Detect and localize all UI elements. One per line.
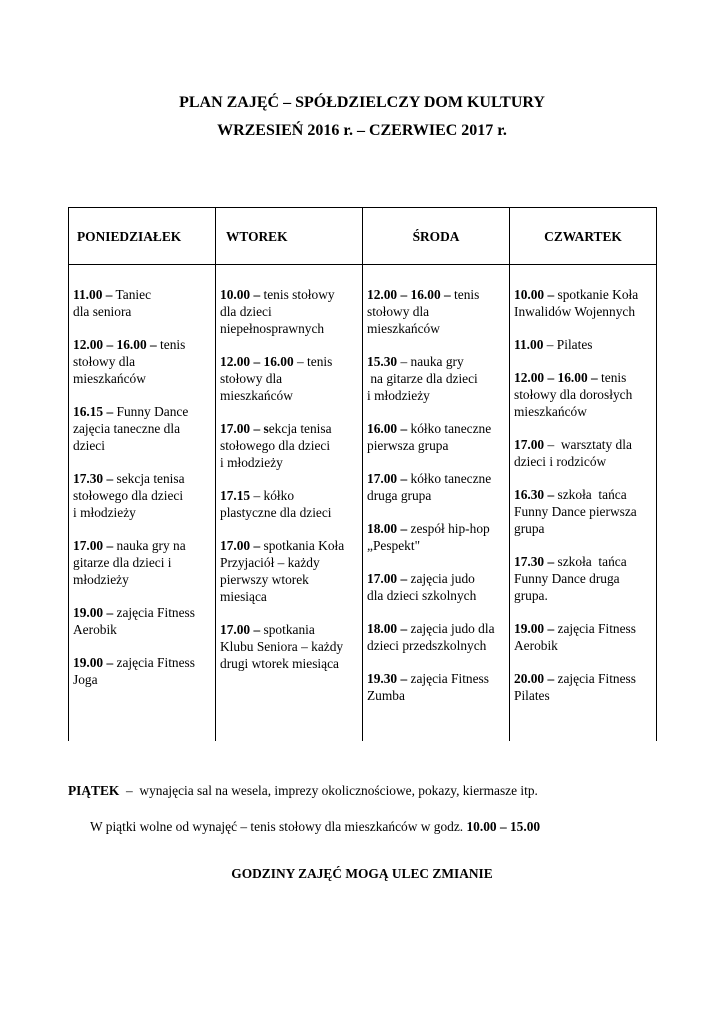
entry-line: drugi wtorek miesiąca (220, 656, 339, 671)
entry-first-line (73, 470, 211, 487)
entry-text: zajęcia Fitness (554, 621, 636, 636)
entry-line: i młodzieży (220, 455, 283, 470)
day-column-monday (69, 265, 216, 742)
entry-text: – nauka gry (397, 354, 464, 369)
entry-first-line (220, 420, 358, 437)
day-column-wednesday (363, 265, 510, 742)
entry-line: i młodzieży (73, 505, 136, 520)
entry-line: stołowy dla (367, 304, 430, 319)
entry-text: zajęcia Fitness (113, 605, 195, 620)
entry-first-line (514, 369, 652, 386)
schedule-entry (220, 420, 358, 471)
entry-first-line (73, 336, 211, 353)
entry-time: 19.00 – (514, 621, 555, 636)
day-header-thursday: CZWARTEK (510, 208, 657, 265)
schedule-entry (220, 487, 358, 521)
entry-first-line (367, 520, 505, 537)
entry-line: stołowy dla (73, 354, 136, 369)
friday-text: – wynajęcia sal na wesela, imprezy okolicznościowe, pokazy, kiermasze itp. (119, 783, 538, 798)
friday-note-text: W piątki wolne od wynajęć – tenis stołowy dla mieszkańców w godz. (90, 819, 467, 834)
schedule-entry (367, 570, 505, 604)
entry-line: druga grupa (367, 488, 432, 503)
entry-text: kółko taneczne (407, 471, 492, 486)
entry-text: tenis (450, 287, 480, 302)
schedule-entry (514, 553, 652, 604)
schedule-entry (73, 336, 211, 387)
schedule-entry (367, 620, 505, 654)
entry-first-line (367, 470, 505, 487)
schedule-entry (514, 620, 652, 654)
entry-time: 20.00 – (514, 671, 555, 686)
entry-text: spotkania Koła (260, 538, 345, 553)
entry-line: pierwszy wtorek (220, 572, 309, 587)
entry-time: 17.30 – (73, 471, 114, 486)
entry-text: spotkanie Koła (554, 287, 639, 302)
entry-time: 19.00 – (73, 605, 114, 620)
schedule-entry (514, 369, 652, 420)
entry-time: 18.00 – (367, 521, 408, 536)
entry-text: tenis (597, 370, 627, 385)
entry-text: sekcja tenisa (113, 471, 185, 486)
schedule-entry (367, 670, 505, 704)
schedule-entry (220, 286, 358, 337)
schedule-entry (73, 470, 211, 521)
entry-line: stołowy dla (220, 371, 283, 386)
entry-first-line (73, 537, 211, 554)
entry-text: – kółko (250, 488, 295, 503)
day-header-monday: PONIEDZIAŁEK (69, 208, 216, 265)
entry-text: szkoła tańca (554, 487, 627, 502)
entry-time: 17.00 (514, 437, 545, 452)
schedule-entry (367, 286, 505, 337)
entry-first-line (73, 604, 211, 621)
entry-first-line (220, 353, 358, 370)
entry-time: 16.00 – (367, 421, 408, 436)
day-header-tuesday: WTOREK (216, 208, 363, 265)
entry-time: 17.30 – (514, 554, 555, 569)
entry-line: grupa (514, 521, 545, 536)
entry-line: i młodzieży (367, 388, 430, 403)
entry-time: 19.00 – (73, 655, 114, 670)
entry-time: 17.00 – (220, 622, 261, 637)
entry-time: 18.00 – (367, 621, 408, 636)
entry-first-line (514, 286, 652, 303)
entry-text: – warsztaty dla (544, 437, 632, 452)
entry-first-line (367, 620, 505, 637)
entry-line: stołowy dla dorosłych (514, 387, 633, 402)
schedule-entry (73, 604, 211, 638)
entry-line: dla seniora (73, 304, 132, 319)
title-line-2: WRZESIEŃ 2016 r. – CZERWIEC 2017 r. (217, 122, 507, 139)
entry-line: dzieci (73, 438, 105, 453)
entry-line: gitarze dla dzieci i (73, 555, 172, 570)
entry-line: młodzieży (73, 572, 129, 587)
day-column-tuesday (216, 265, 363, 742)
entry-time: 12.00 – 16.00 – (514, 370, 598, 385)
entry-time: 10.00 – (220, 287, 261, 302)
entry-first-line (220, 621, 358, 638)
entry-line: stołowego dla dzieci (220, 438, 331, 453)
entry-first-line (220, 537, 358, 554)
schedule-entry (514, 486, 652, 537)
entry-text: zajęcia Fitness (554, 671, 636, 686)
entry-time: 17.00 – s (220, 421, 269, 436)
schedule-entry (514, 436, 652, 470)
entry-first-line (514, 486, 652, 503)
schedule-entry (220, 621, 358, 672)
friday-note (90, 819, 540, 835)
friday-label: PIĄTEK (68, 783, 120, 798)
entry-first-line (367, 353, 505, 370)
schedule-entry (73, 403, 211, 454)
entry-time: 17.00 – (367, 471, 408, 486)
entry-first-line (367, 670, 505, 687)
entry-text: zajęcia judo dla (407, 621, 495, 636)
entry-first-line (73, 403, 211, 420)
entry-line: Funny Dance druga (514, 571, 620, 586)
entry-line: Pilates (514, 688, 550, 703)
entry-text: ekcja tenisa (268, 421, 332, 436)
schedule-entry (514, 670, 652, 704)
entry-time: 10.00 – (514, 287, 555, 302)
schedule-entry (220, 353, 358, 404)
entry-line: mieszkańców (514, 404, 587, 419)
entry-first-line (367, 286, 505, 303)
schedule-entry (73, 654, 211, 688)
schedule-entry (367, 353, 505, 404)
schedule-entry (367, 470, 505, 504)
entry-line: „Pespekt" (367, 538, 421, 553)
entry-text: Funny Dance (113, 404, 189, 419)
entry-first-line (514, 553, 652, 570)
change-notice: GODZINY ZAJĘĆ MOGĄ ULEC ZMIANIE (231, 866, 493, 881)
entry-time: 16.30 – (514, 487, 555, 502)
entry-line: Przyjaciół – każdy (220, 555, 320, 570)
entry-line: Aerobik (514, 638, 558, 653)
entry-line: niepełnosprawnych (220, 321, 325, 336)
entry-text: – Pilates (543, 337, 593, 352)
schedule-entry (73, 286, 211, 320)
entry-line: pierwsza grupa (367, 438, 449, 453)
entry-first-line (514, 436, 652, 453)
schedule-table (68, 207, 657, 741)
entry-line: miesiąca (220, 589, 267, 604)
entry-first-line (367, 420, 505, 437)
entry-time: 12.00 – 16.00 (220, 354, 294, 369)
entry-line: na gitarze dla dzieci (367, 371, 478, 386)
entry-line: Funny Dance pierwsza (514, 504, 637, 519)
entry-first-line (514, 336, 652, 353)
schedule-entry (514, 336, 652, 353)
entry-text: szkoła tańca (554, 554, 627, 569)
entry-text: spotkania (260, 622, 315, 637)
entry-text: nauka gry na (113, 538, 186, 553)
day-header-wednesday: ŚRODA (363, 208, 510, 265)
entry-first-line (73, 286, 211, 303)
title-line-1: PLAN ZAJĘĆ – SPÓŁDZIELCZY DOM KULTURY (179, 94, 545, 111)
entry-line: zajęcia taneczne dla (73, 421, 181, 436)
entry-first-line (220, 487, 358, 504)
entry-line: Inwalidów Wojennych (514, 304, 636, 319)
entry-line: plastyczne dla dzieci (220, 505, 332, 520)
entry-line: mieszkańców (220, 388, 293, 403)
entry-line: Klubu Seniora – każdy (220, 639, 344, 654)
entry-time: 11.00 – (73, 287, 113, 302)
entry-line: dla dzieci (220, 304, 272, 319)
entry-time: 17.00 – (220, 538, 261, 553)
entry-line: stołowego dla dzieci (73, 488, 184, 503)
day-column-thursday (510, 265, 657, 742)
entry-text: kółko taneczne (407, 421, 492, 436)
entry-line: dzieci przedszkolnych (367, 638, 487, 653)
schedule-entry (220, 537, 358, 605)
schedule-entry (73, 537, 211, 588)
entry-time: 12.00 – 16.00 – (73, 337, 157, 352)
entry-text: zespół hip-hop (407, 521, 490, 536)
entry-text: Taniec (112, 287, 152, 302)
entry-time: 11.00 (514, 337, 544, 352)
entry-first-line (73, 654, 211, 671)
entry-line: mieszkańców (73, 371, 146, 386)
friday-line (68, 783, 538, 799)
entry-line: Joga (73, 672, 98, 687)
header-row (69, 208, 657, 265)
entry-time: 15.30 (367, 354, 398, 369)
entry-text: tenis (156, 337, 186, 352)
entry-time: 12.00 – 16.00 – (367, 287, 451, 302)
entry-text: – tenis (293, 354, 333, 369)
entry-text: zajęcia judo (407, 571, 475, 586)
entry-time: 19.30 – (367, 671, 408, 686)
schedule-entry (367, 520, 505, 554)
entry-line: Aerobik (73, 622, 117, 637)
entry-text: zajęcia Fitness (113, 655, 195, 670)
schedule-entry (367, 420, 505, 454)
friday-note-hours: 10.00 – 15.00 (466, 819, 541, 834)
entry-text: tenis stołowy (260, 287, 335, 302)
entry-first-line (367, 570, 505, 587)
schedule-row (69, 265, 657, 742)
entry-line: grupa. (514, 588, 548, 603)
entry-time: 17.00 – (73, 538, 114, 553)
entry-time: 17.15 (220, 488, 251, 503)
entry-line: Zumba (367, 688, 405, 703)
entry-line: dzieci i rodziców (514, 454, 607, 469)
entry-first-line (220, 286, 358, 303)
entry-line: dla dzieci szkolnych (367, 588, 477, 603)
entry-first-line (514, 670, 652, 687)
entry-text: zajęcia Fitness (407, 671, 489, 686)
entry-first-line (514, 620, 652, 637)
entry-time: 17.00 – (367, 571, 408, 586)
entry-line: mieszkańców (367, 321, 440, 336)
schedule-entry (514, 286, 652, 320)
entry-time: 16.15 – (73, 404, 114, 419)
